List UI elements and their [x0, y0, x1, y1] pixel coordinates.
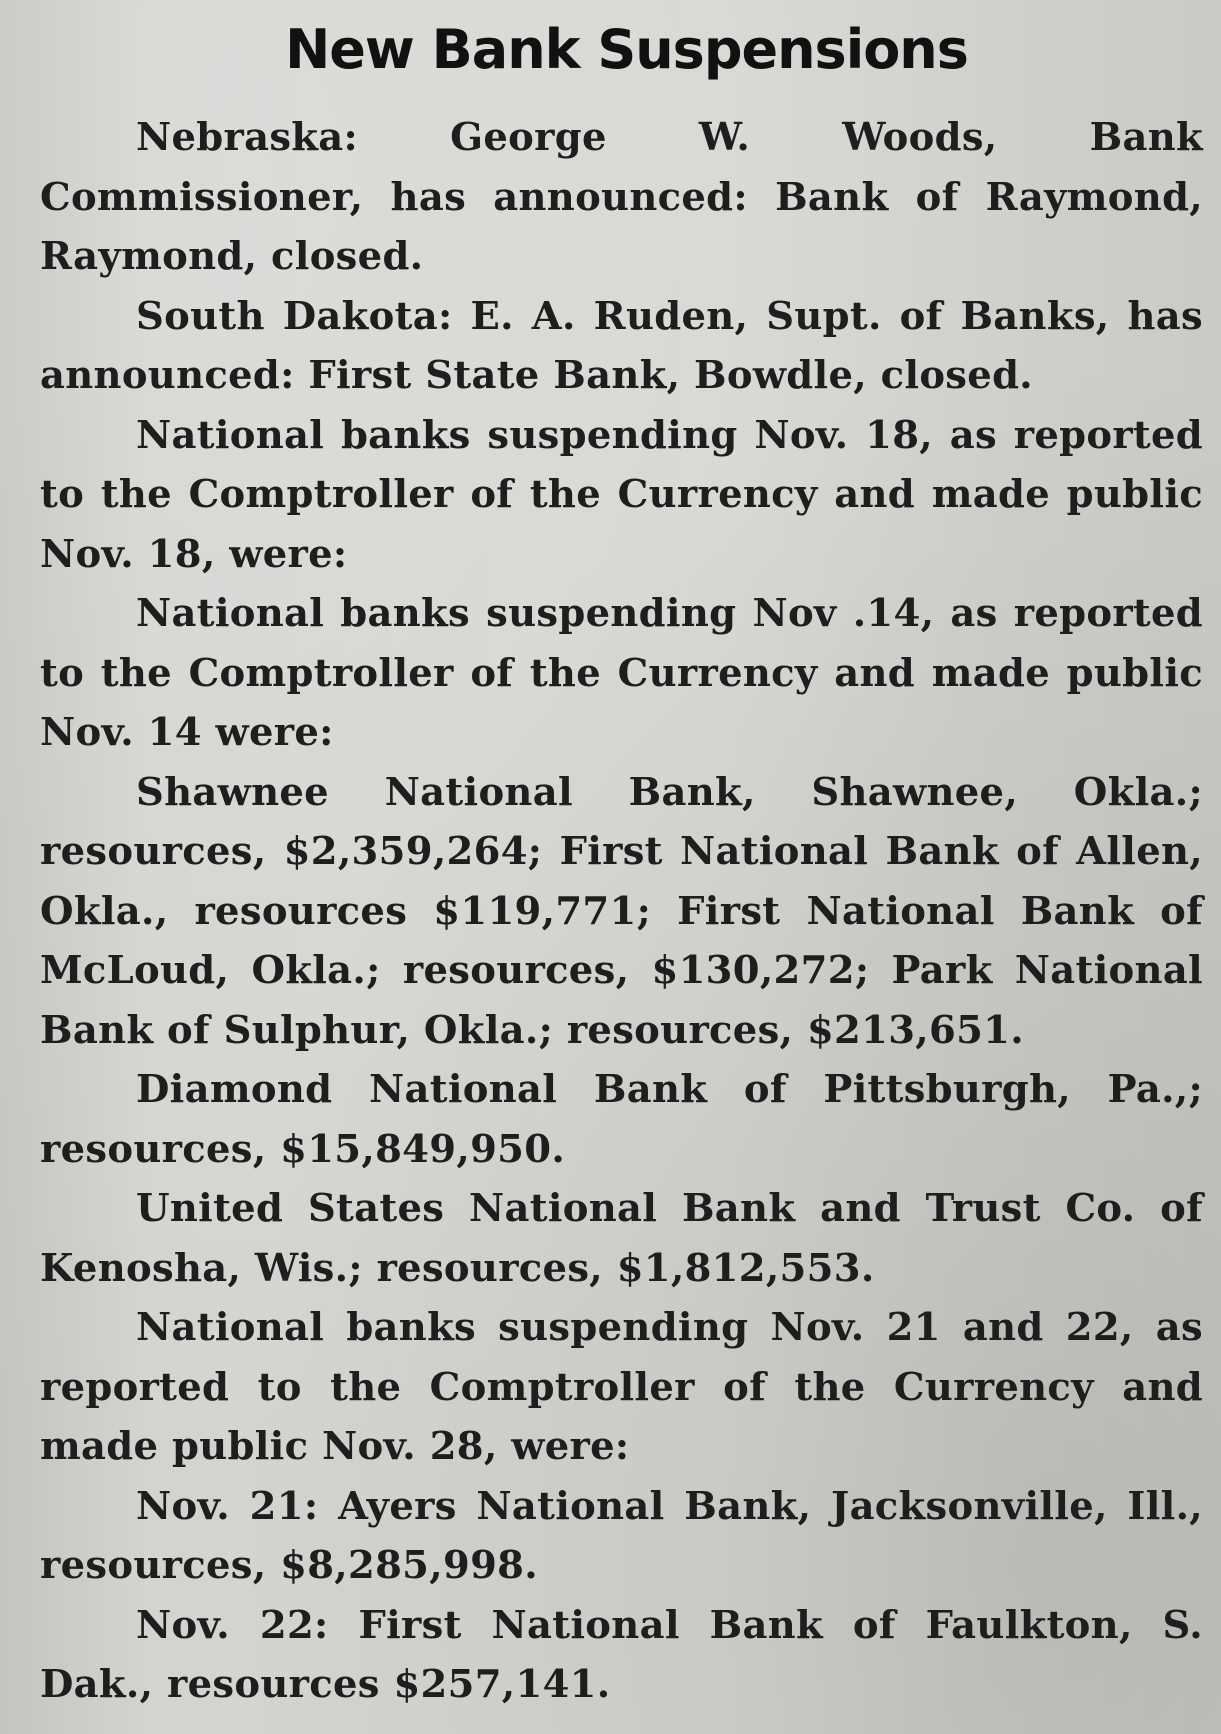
paragraph-united-states-national: United States National Bank and Trust Co. of Kenosha, Wis.; resources, $1,812,553.: [40, 1186, 1203, 1291]
article-body: [40, 108, 1203, 1715]
paragraph-nov-18-intro: National banks suspending Nov. 18, as reported to the Comptroller of the Currency and made public Nov. 18, were:: [40, 412, 1203, 577]
paragraph-nebraska: Nebraska: George W. Woods, Bank Commissioner, has announced: Bank of Raymond, Raymond, closed.: [40, 115, 1203, 279]
paragraph-south-dakota: South Dakota: E. A. Ruden, Supt. of Banks, has announced: First State Bank, Bowdle, closed.: [40, 293, 1203, 398]
paragraph-diamond-national: Diamond National Bank of Pittsburgh, Pa.,; resources, $15,849,950.: [40, 1067, 1203, 1172]
paragraph-nov-14-intro: National banks suspending Nov .14, as reported to the Comptroller of the Currency and made public Nov. 14 were:: [40, 591, 1203, 755]
paragraph-oklahoma-banks: Shawnee National Bank, Shawnee, Okla.; resources, $2,359,264; First National Bank of Allen, Okla., resources $119,771; First National Bank of McLoud, Okla.; resources, $130,272; Park National Bank of Sulphur, Okla.; resources, $213,651.: [40, 769, 1203, 1053]
headline: New Bank Suspensions: [285, 18, 968, 81]
paragraph-nov-21: Nov. 21: Ayers National Bank, Jacksonville, Ill., resources, $8,285,998.: [40, 1483, 1203, 1588]
paragraph-nov-22: Nov. 22: First National Bank of Faulkton, S. Dak., resources $257,141.: [40, 1602, 1203, 1707]
paragraph-nov-21-22-intro: National banks suspending Nov. 21 and 22, as reported to the Comptroller of the Currency and made public Nov. 28, were:: [40, 1305, 1203, 1469]
